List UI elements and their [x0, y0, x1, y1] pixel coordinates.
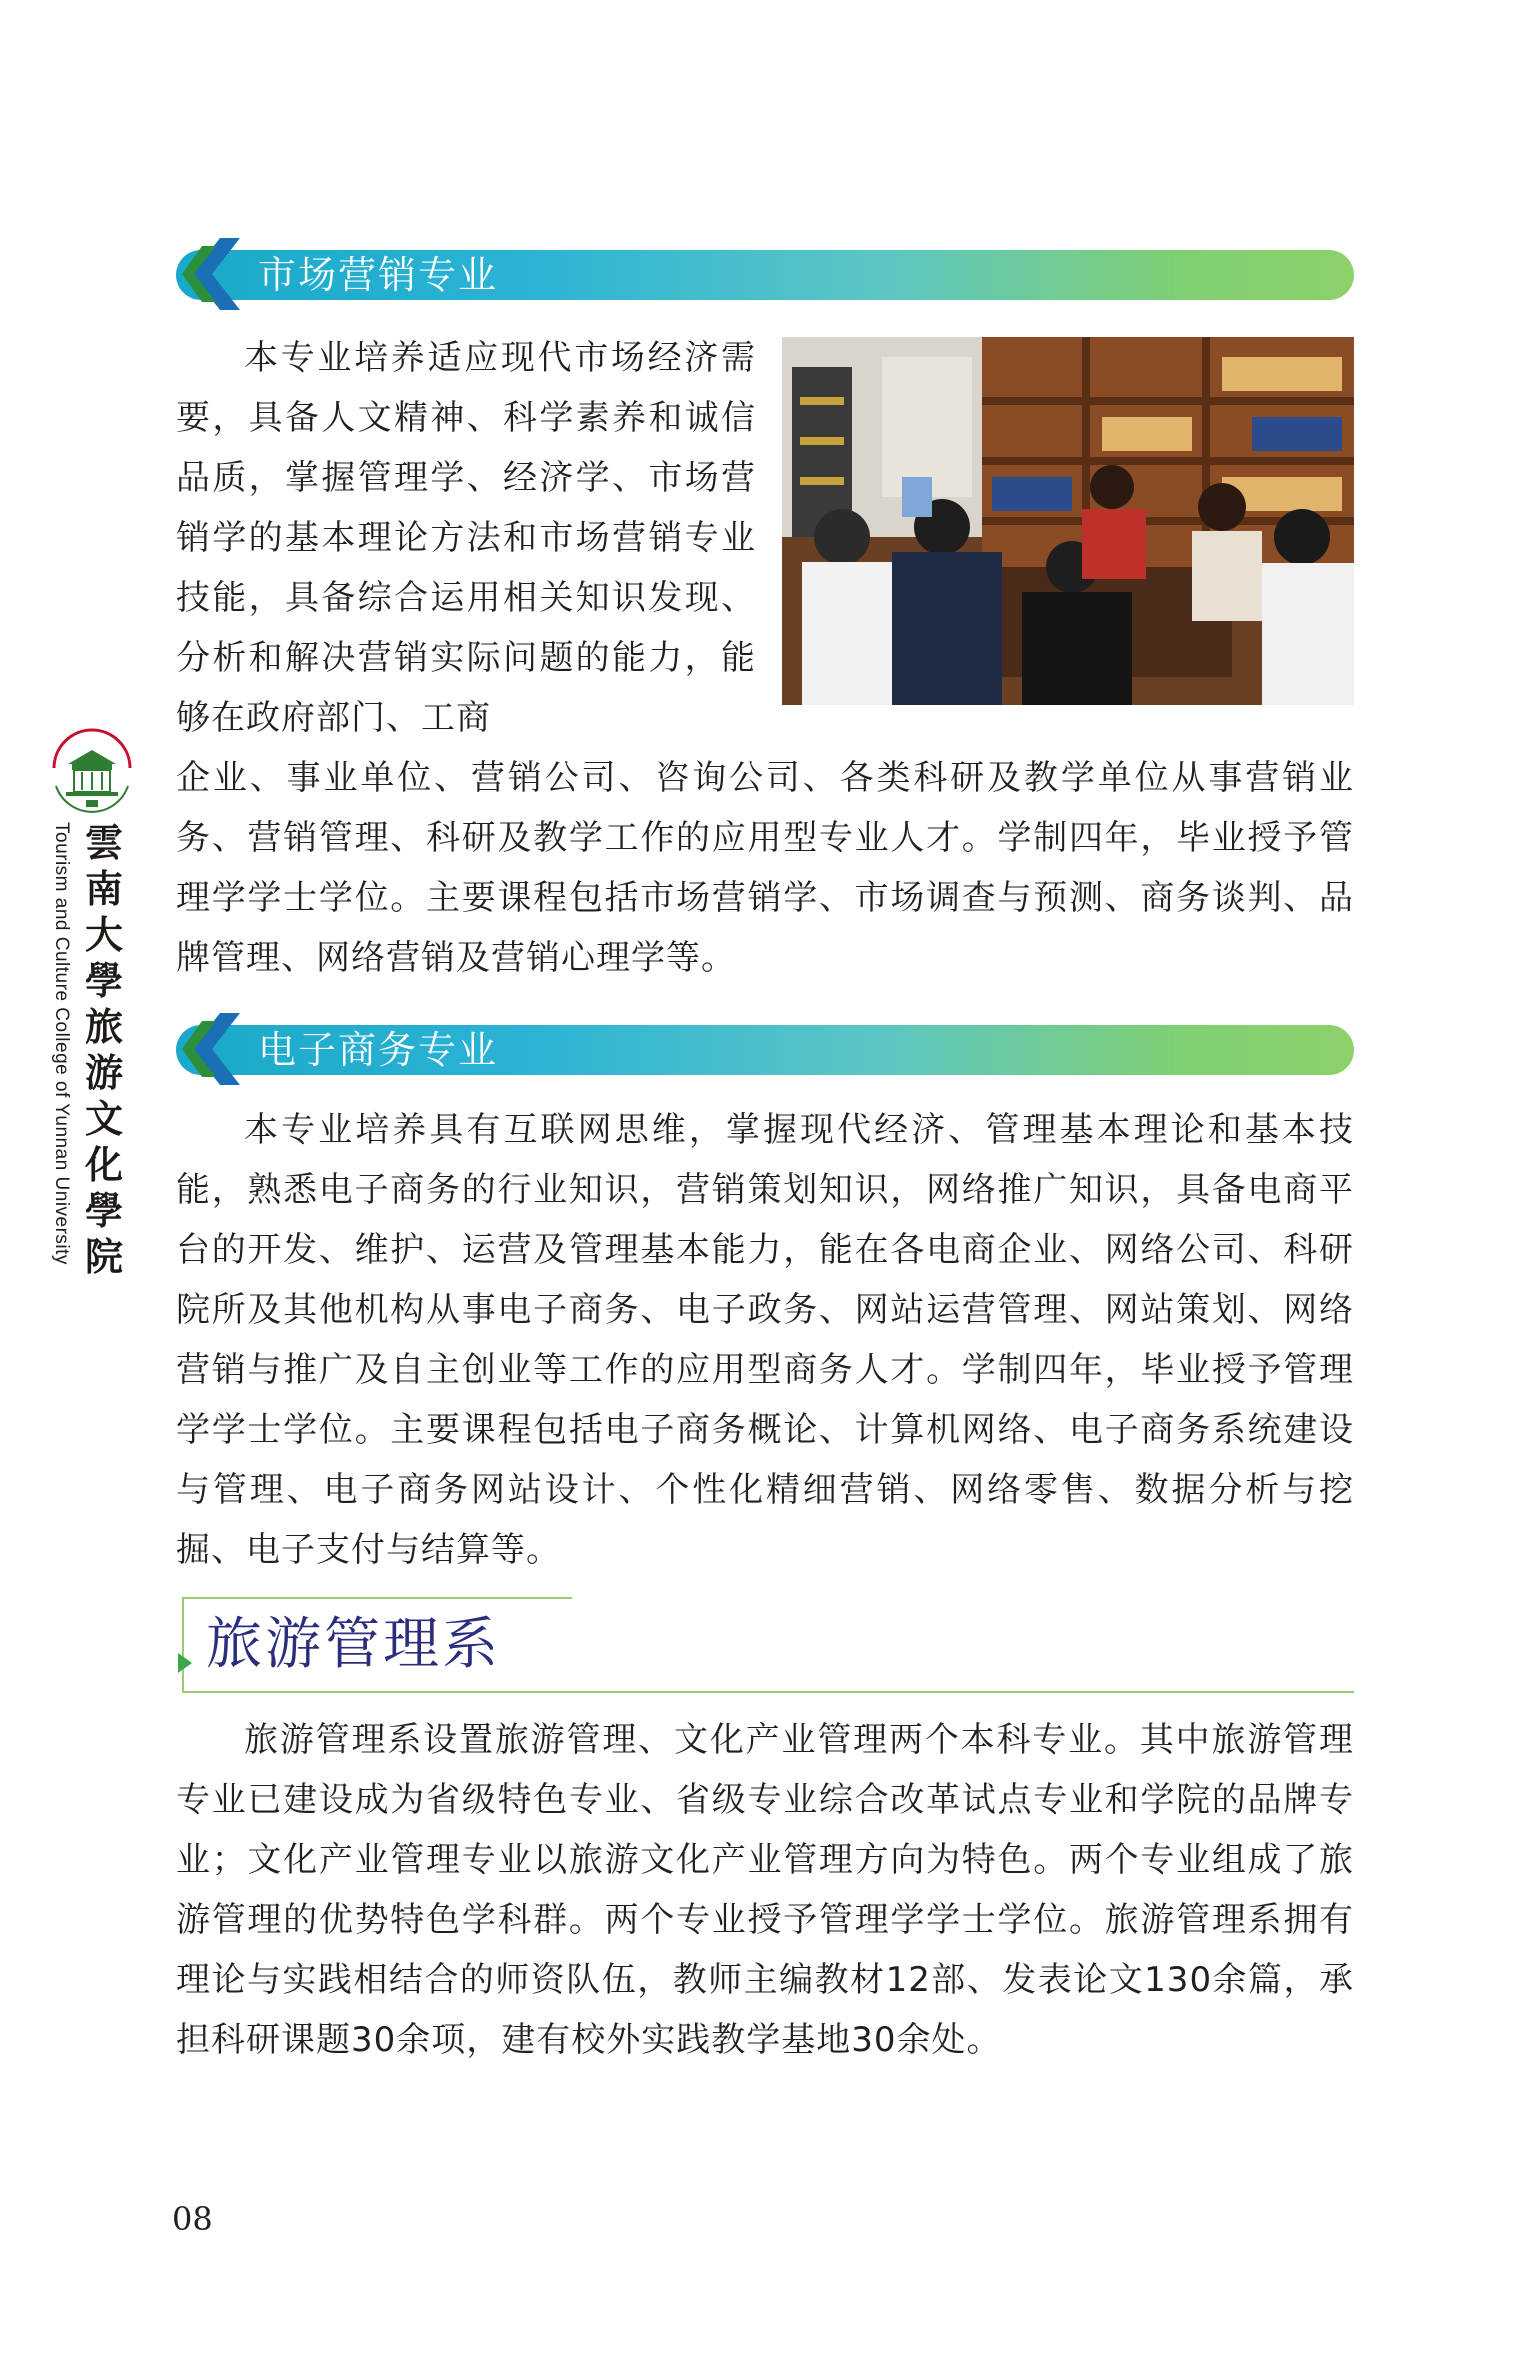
marketing-paragraph-part2: 企业、事业单位、营销公司、咨询公司、各类科研及教学单位从事营销业务、营销管理、科研及教学工作的应用型专业人才。学制四年，毕业授予管理学学士学位。主要课程包括市场营销学、市场调查与预测、商务谈判、品牌管理、网络营销及营销心理学等。 — [176, 758, 1354, 978]
section-title: 市场营销专业 — [258, 253, 499, 297]
department-header — [178, 1597, 1354, 1693]
marketing-paragraph-part1: 本专业培养适应现代市场经济需要，具备人文精神、科学素养和诚信品质，掌握管理学、经济学、市场营销学的基本理论方法和市场营销专业技能，具备综合运用相关知识发现、分析和解决营销实际问题的能力，能够在政府部门、工商 — [176, 338, 756, 738]
college-name-en: Tourism and Culture College of Yunnan University — [51, 822, 72, 1265]
ecommerce-paragraph: 本专业培养具有互联网思维，掌握现代经济、管理基本理论和基本技能，熟悉电子商务的行业知识，营销策划知识，网络推广知识，具备电商平台的开发、维护、运营及管理基本能力，能在各电商企业、网络公司、科研院所及其他机构从事电子商务、电子政务、网站运营管理、网站策划、网络营销与推广及自主创业等工作的应用型商务人才。学制四年，毕业授予管理学学士学位。主要课程包括电子商务概论、计算机网络、电子商务系统建设与管理、电子商务网站设计、个性化精细营销、网络零售、数据分析与挖掘、电子支付与结算等。 — [176, 1110, 1354, 1570]
triangle-marker-icon — [178, 1653, 192, 1673]
college-name-cn: 雲南大學旅游文化學院 — [84, 820, 123, 1279]
department-title: 旅游管理系 — [206, 1612, 501, 1677]
section-title: 电子商务专业 — [258, 1028, 499, 1072]
double-chevron-icon — [182, 1013, 246, 1085]
double-chevron-icon — [182, 238, 246, 310]
department-paragraph: 旅游管理系设置旅游管理、文化产业管理两个本科专业。其中旅游管理专业已建设成为省级特色专业、省级专业综合改革试点专业和学院的品牌专业；文化产业管理专业以旅游文化产业管理方向为特色。两个专业组成了旅游管理的优势特色学科群。两个专业授予管理学学士学位。旅游管理系拥有理论与实践相结合的师资队伍，教师主编教材12部、发表论文130余篇，承担科研课题30余项，建有校外实践教学基地30余处。 — [176, 1720, 1354, 2060]
page-number: 08 — [172, 2200, 213, 2238]
section-banner-ecommerce — [176, 1025, 1354, 1075]
classroom-photo — [782, 337, 1354, 705]
section-banner-marketing — [176, 250, 1354, 300]
